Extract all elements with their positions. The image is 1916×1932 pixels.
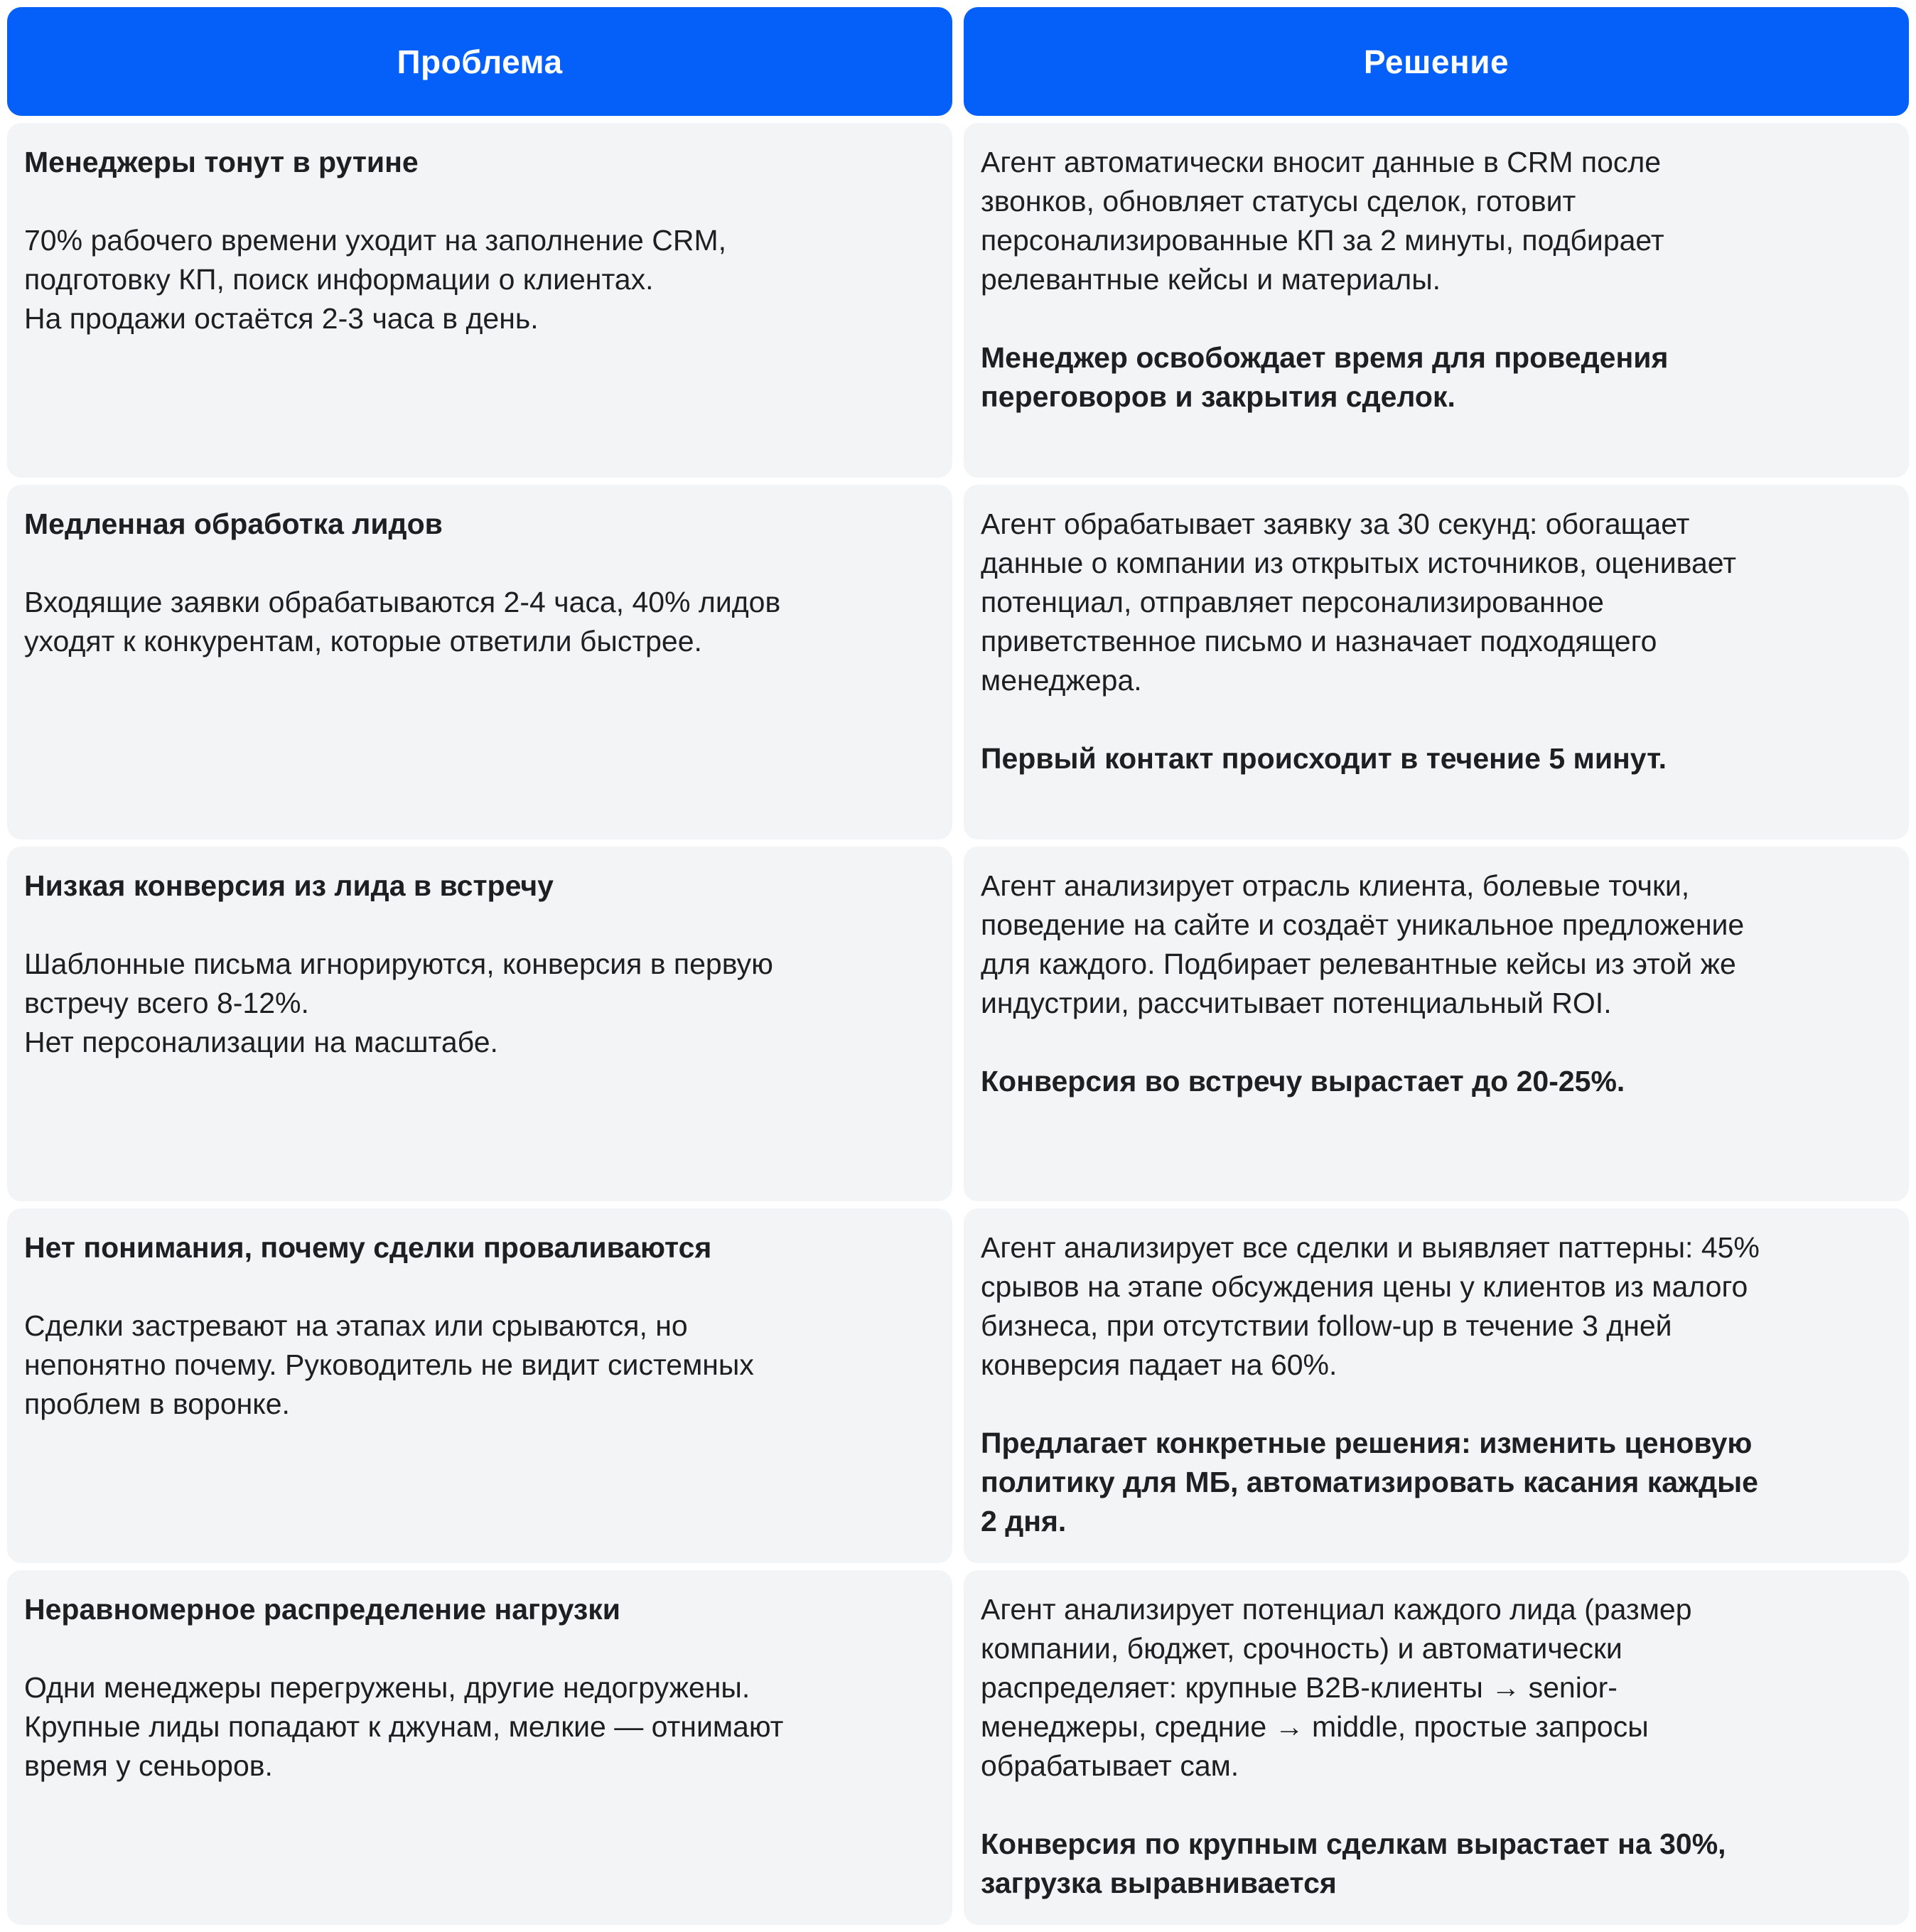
problem-solution-table bbox=[7, 7, 1909, 1925]
problem-title: Нет понимания, почему сделки проваливаются bbox=[24, 1231, 712, 1264]
solution-column-header: Решение bbox=[964, 7, 1909, 116]
problem-cell-1 bbox=[7, 123, 952, 478]
problem-cell-2 bbox=[7, 485, 952, 839]
problem-text: Шаблонные письма игнорируются, конверсия в первую встречу всего 8-12%. Нет персонализации на масштабе. bbox=[24, 948, 773, 1058]
solution-result: Конверсия во встречу вырастает до 20-25%. bbox=[981, 1065, 1625, 1098]
problem-cell-4 bbox=[7, 1208, 952, 1563]
problem-column-header: Проблема bbox=[7, 7, 952, 116]
problem-text: Сделки застревают на этапах или срываются, но непонятно почему. Руководитель не видит системных проблем в воронке. bbox=[24, 1309, 754, 1420]
solution-result: Менеджер освобождает время для проведения переговоров и закрытия сделок. bbox=[981, 341, 1669, 413]
problem-cell-5 bbox=[7, 1570, 952, 1925]
problem-title: Менеджеры тонут в рутине bbox=[24, 146, 419, 178]
problem-text: 70% рабочего времени уходит на заполнение CRM, подготовку КП, поиск информации о клиентах. На продажи остаётся 2-3 часа в день. bbox=[24, 224, 727, 335]
solution-cell-4 bbox=[964, 1208, 1909, 1563]
solution-result: Конверсия по крупным сделкам вырастает на 30%, загрузка выравнивается bbox=[981, 1828, 1726, 1899]
solution-cell-3 bbox=[964, 847, 1909, 1201]
solution-cell-5 bbox=[964, 1570, 1909, 1925]
solution-text: Агент автоматически вносит данные в CRM после звонков, обновляет статусы сделок, готовит персонализированные КП за 2 минуты, подбирает релевантные кейсы и материалы. bbox=[981, 146, 1664, 296]
problem-title: Медленная обработка лидов bbox=[24, 508, 443, 540]
solution-result: Первый контакт происходит в течение 5 минут. bbox=[981, 742, 1667, 775]
solution-text: Агент анализирует отрасль клиента, болевые точки, поведение на сайте и создаёт уникальное предложение для каждого. Подбирает релевантные кейсы из этой же индустрии, рассчитывает потенциальный ROI. bbox=[981, 869, 1745, 1019]
problem-title: Неравномерное распределение нагрузки bbox=[24, 1593, 620, 1626]
solution-text: Агент анализирует все сделки и выявляет паттерны: 45% срывов на этапе обсуждения цены у клиентов из малого бизнеса, при отсутствии follow-up в течение 3 дней конверсия падает на 60%. bbox=[981, 1231, 1760, 1381]
solution-cell-1 bbox=[964, 123, 1909, 478]
solution-result: Предлагает конкретные решения: изменить ценовую политику для МБ, автоматизировать касания каждые 2 дня. bbox=[981, 1427, 1758, 1537]
problem-cell-3 bbox=[7, 847, 952, 1201]
solution-cell-2 bbox=[964, 485, 1909, 839]
problem-text: Входящие заявки обрабатываются 2-4 часа, 40% лидов уходят к конкурентам, которые ответили быстрее. bbox=[24, 586, 781, 658]
problem-text: Одни менеджеры перегружены, другие недогружены. Крупные лиды попадают к джунам, мелкие — отнимают время у сеньоров. bbox=[24, 1671, 784, 1782]
problem-title: Низкая конверсия из лида в встречу bbox=[24, 869, 554, 902]
solution-text: Агент обрабатывает заявку за 30 секунд: обогащает данные о компании из открытых источников, оценивает потенциал, отправляет персонализированное приветственное письмо и назначает подходящего менеджера. bbox=[981, 508, 1737, 697]
solution-text: Агент анализирует потенциал каждого лида (размер компании, бюджет, срочность) и автоматически распределяет: крупные B2B-клиенты → senior- менеджеры, средние → middle, простые запросы обрабатывает сам. bbox=[981, 1593, 1692, 1782]
